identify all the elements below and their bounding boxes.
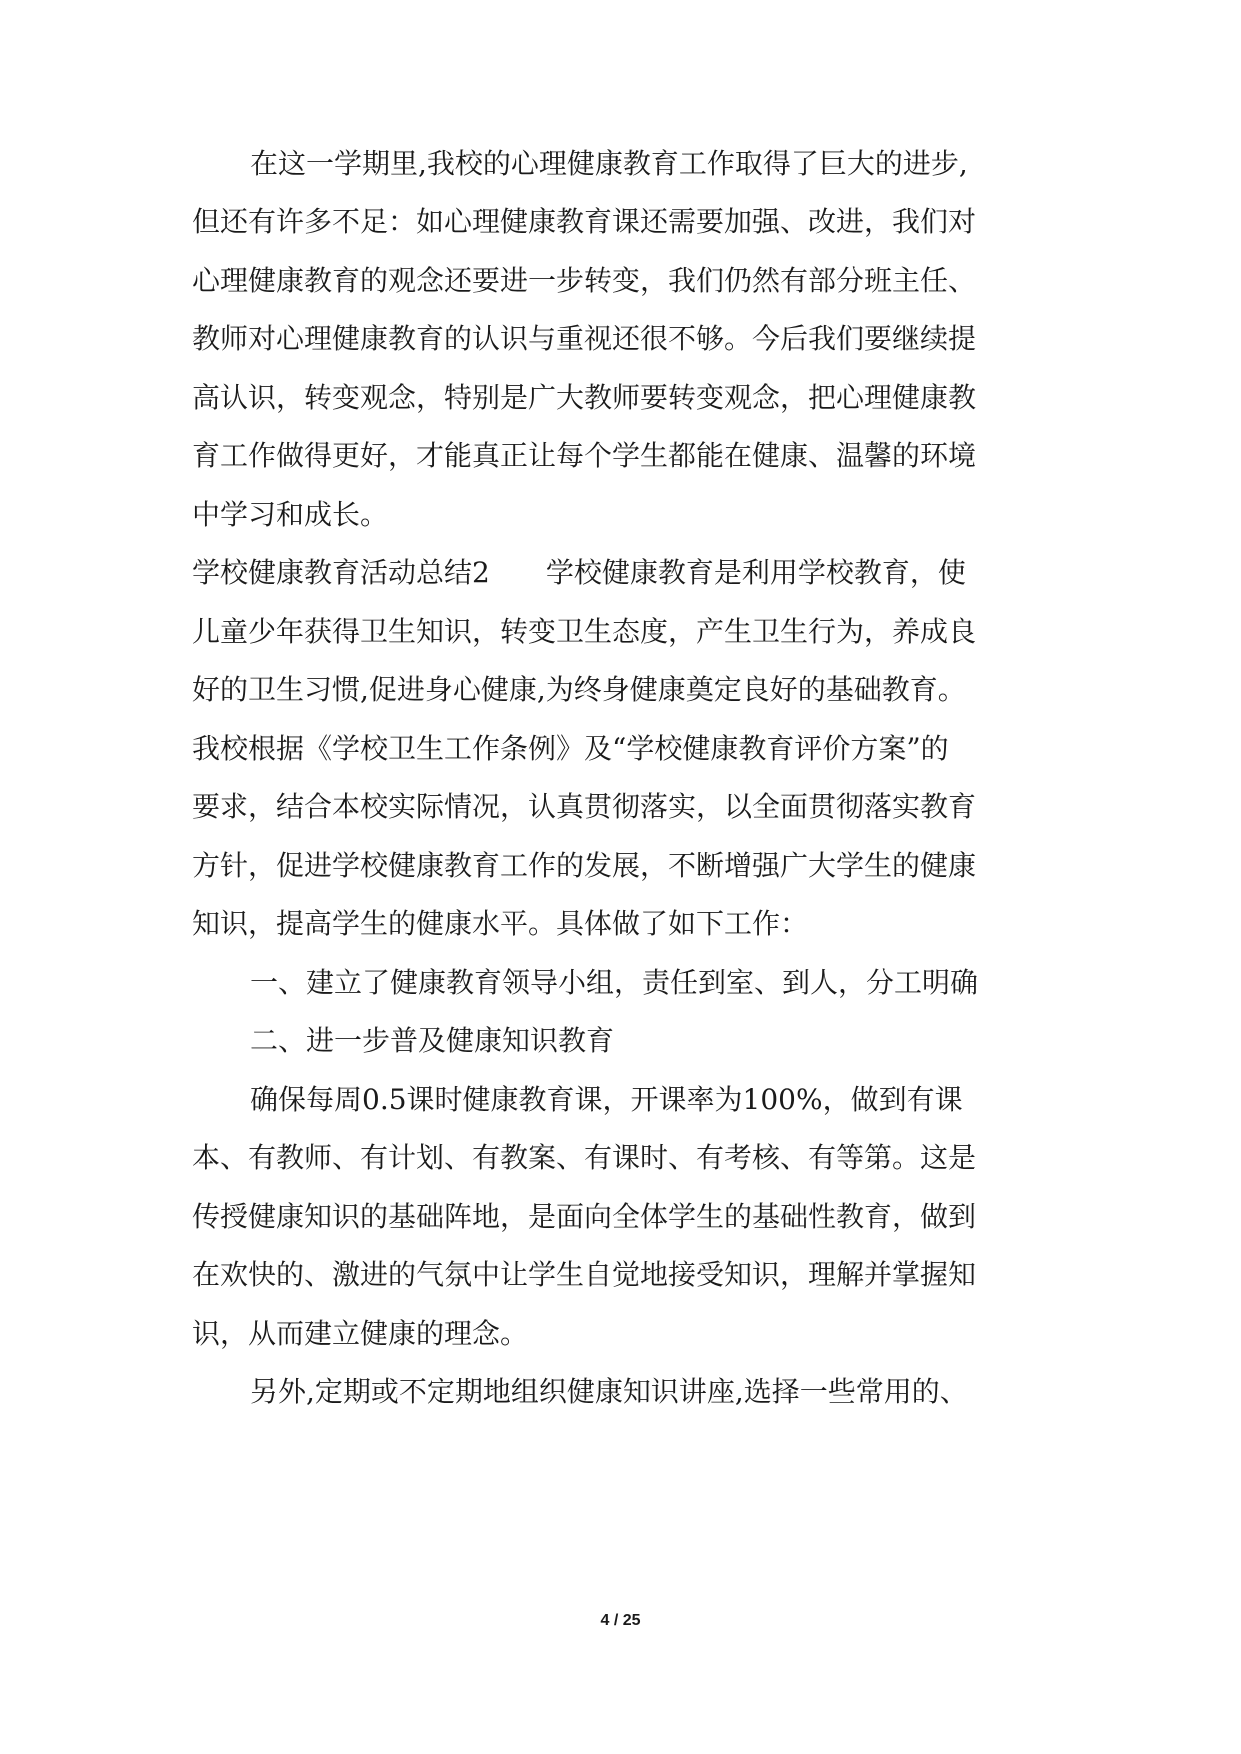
list-item-line: 二、进一步普及健康知识教育 [250, 1024, 615, 1057]
paragraph-line: 识，从而建立健康的理念。 [192, 1317, 529, 1350]
page-number: 4 / 25 [600, 1612, 641, 1629]
paragraph-line: 教师对心理健康教育的认识与重视还很不够。今后我们要继续提 [192, 322, 977, 355]
paragraph-line: 但还有许多不足：如心理健康教育课还需要加强、改进，我们对 [192, 205, 977, 238]
paragraph-line: 方针，促进学校健康教育工作的发展，不断增强广大学生的健康 [192, 849, 977, 882]
paragraph-line: 要求，结合本校实际情况，认真贯彻落实，以全面贯彻落实教育 [192, 790, 977, 823]
paragraph-line: 儿童少年获得卫生知识，转变卫生态度，产生卫生行为，养成良 [192, 615, 977, 648]
paragraph-line: 确保每周0.5课时健康教育课，开课率为100%，做到有课 [250, 1083, 963, 1116]
paragraph-line: 传授健康知识的基础阵地，是面向全体学生的基础性教育，做到 [192, 1200, 977, 1233]
paragraph-line: 高认识，转变观念，特别是广大教师要转变观念，把心理健康教 [192, 381, 977, 414]
section-heading-line: 学校健康教育活动总结2 学校健康教育是利用学校教育，使 [192, 556, 966, 589]
paragraph-line: 中学习和成长。 [192, 498, 389, 531]
list-item-line: 一、建立了健康教育领导小组，责任到室、到人，分工明确 [250, 966, 979, 999]
paragraph-line: 知识，提高学生的健康水平。具体做了如下工作： [192, 907, 809, 940]
paragraph-line: 在欢快的、激进的气氛中让学生自觉地接受知识，理解并掌握知 [192, 1258, 977, 1291]
paragraph-line: 我校根据《学校卫生工作条例》及“学校健康教育评价方案”的 [192, 732, 949, 765]
paragraph-line: 心理健康教育的观念还要进一步转变，我们仍然有部分班主任、 [192, 264, 977, 297]
paragraph-line: 另外,定期或不定期地组织健康知识讲座,选择一些常用的、 [250, 1375, 968, 1408]
paragraph-line: 好的卫生习惯,促进身心健康,为终身健康奠定良好的基础教育。 [192, 673, 966, 706]
paragraph-line: 在这一学期里,我校的心理健康教育工作取得了巨大的进步, [250, 147, 968, 180]
paragraph-line: 本、有教师、有计划、有教案、有课时、有考核、有等第。这是 [192, 1141, 977, 1174]
paragraph-line: 育工作做得更好，才能真正让每个学生都能在健康、温馨的环境 [192, 439, 977, 472]
